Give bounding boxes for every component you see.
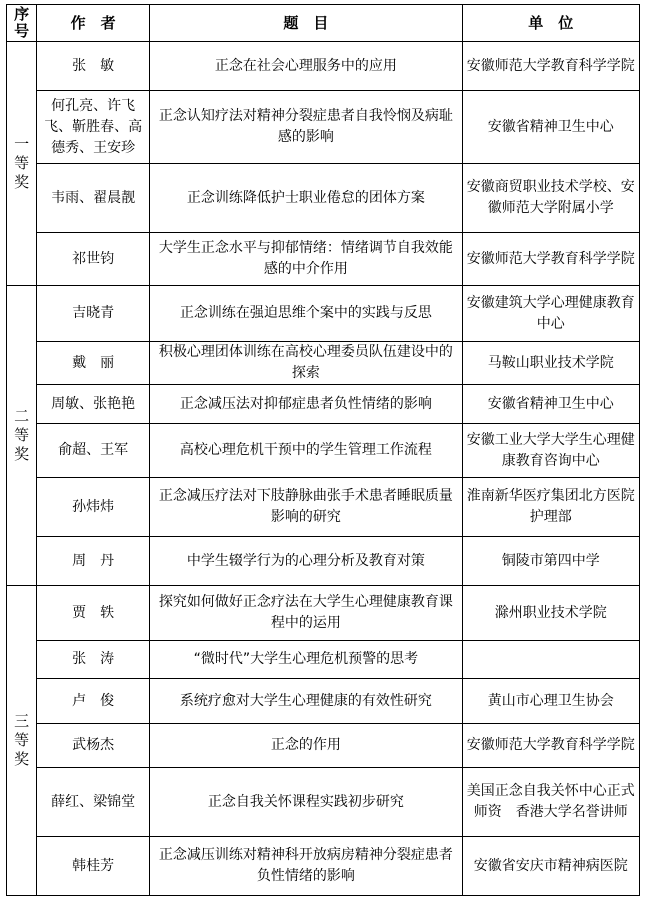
- table-row: [7, 768, 640, 837]
- unit-cell: 安徽建筑大学心理健康教育中心: [462, 286, 639, 342]
- unit-cell: [462, 641, 639, 679]
- author-cell: 张 敏: [37, 42, 150, 91]
- title-cell: 正念在社会心理服务中的应用: [150, 42, 462, 91]
- table-row: [7, 478, 640, 537]
- table-row: [7, 837, 640, 896]
- title-cell: 中学生辍学行为的心理分析及教育对策: [150, 537, 462, 586]
- title-cell: 正念减压法对抑郁症患者负性情绪的影响: [150, 385, 462, 424]
- award-char: 二: [14, 407, 30, 425]
- header-unit: 单 位: [462, 5, 639, 42]
- title-cell: 大学生正念水平与抑郁情绪：情绪调节自我效能感的中介作用: [150, 233, 462, 286]
- unit-cell: 美国正念自我关怀中心正式师资 香港大学名誉讲师: [462, 768, 639, 837]
- header-seq-char: 号: [14, 22, 30, 40]
- award-level-third: [7, 586, 37, 896]
- award-char: 等: [14, 154, 30, 172]
- table-row: [7, 164, 640, 233]
- table-row: [7, 342, 640, 385]
- title-cell: 正念训练降低护士职业倦怠的团体方案: [150, 164, 462, 233]
- title-cell: 正念训练在强迫思维个案中的实践与反思: [150, 286, 462, 342]
- title-cell: 高校心理危机干预中的学生管理工作流程: [150, 424, 462, 478]
- table-row: [7, 679, 640, 724]
- award-level-second: [7, 286, 37, 586]
- unit-cell: 黄山市心理卫生协会: [462, 679, 639, 724]
- unit-cell: 安徽师范大学教育科学学院: [462, 42, 639, 91]
- header-seq-char: 序: [14, 5, 30, 23]
- header-title: 题 目: [150, 5, 462, 42]
- author-cell: 俞超、王军: [37, 424, 150, 478]
- award-char: 一: [14, 135, 30, 153]
- author-cell: 何孔亮、许飞飞、靳胜春、高德秀、王安珍: [37, 91, 150, 164]
- unit-cell: 安徽工业大学大学生心理健康教育咨询中心: [462, 424, 639, 478]
- header-seq: [7, 5, 37, 42]
- unit-cell: 安徽商贸职业技术学校、安徽师范大学附属小学: [462, 164, 639, 233]
- unit-cell: 安徽省精神卫生中心: [462, 385, 639, 424]
- author-cell: 孙炜炜: [37, 478, 150, 537]
- author-cell: 周 丹: [37, 537, 150, 586]
- award-level-first: [7, 42, 37, 286]
- table-row: [7, 233, 640, 286]
- awards-table: [6, 4, 640, 896]
- title-cell: “微时代”大学生心理危机预警的思考: [150, 641, 462, 679]
- title-cell: 正念自我关怀课程实践初步研究: [150, 768, 462, 837]
- title-cell: 探究如何做好正念疗法在大学生心理健康教育课程中的运用: [150, 586, 462, 641]
- unit-cell: 马鞍山职业技术学院: [462, 342, 639, 385]
- author-cell: 吉晓青: [37, 286, 150, 342]
- header-author: 作 者: [37, 5, 150, 42]
- unit-cell: 滁州职业技术学院: [462, 586, 639, 641]
- table-row: [7, 286, 640, 342]
- unit-cell: 安徽师范大学教育科学学院: [462, 233, 639, 286]
- award-char: 奖: [14, 750, 30, 768]
- unit-cell: 铜陵市第四中学: [462, 537, 639, 586]
- author-cell: 周敏、张艳艳: [37, 385, 150, 424]
- title-cell: 正念认知疗法对精神分裂症患者自我怜悯及病耻感的影响: [150, 91, 462, 164]
- author-cell: 韩桂芳: [37, 837, 150, 896]
- award-char: 等: [14, 731, 30, 749]
- author-cell: 戴 丽: [37, 342, 150, 385]
- unit-cell: 安徽省安庆市精神病医院: [462, 837, 639, 896]
- award-char: 等: [14, 426, 30, 444]
- author-cell: 祁世钧: [37, 233, 150, 286]
- author-cell: 卢 俊: [37, 679, 150, 724]
- unit-cell: 淮南新华医疗集团北方医院护理部: [462, 478, 639, 537]
- table-row: [7, 586, 640, 641]
- unit-cell: 安徽省精神卫生中心: [462, 91, 639, 164]
- title-cell: 正念减压训练对精神科开放病房精神分裂症患者负性情绪的影响: [150, 837, 462, 896]
- title-cell: 正念的作用: [150, 724, 462, 768]
- unit-cell: 安徽师范大学教育科学学院: [462, 724, 639, 768]
- author-cell: 薛红、梁锦堂: [37, 768, 150, 837]
- table-row: [7, 537, 640, 586]
- author-cell: 武杨杰: [37, 724, 150, 768]
- title-cell: 积极心理团体训练在高校心理委员队伍建设中的探索: [150, 342, 462, 385]
- title-cell: 系统疗愈对大学生心理健康的有效性研究: [150, 679, 462, 724]
- table-row: [7, 424, 640, 478]
- table-row: [7, 42, 640, 91]
- author-cell: 张 涛: [37, 641, 150, 679]
- table-row: [7, 724, 640, 768]
- table-row: [7, 91, 640, 164]
- author-cell: 贾 轶: [37, 586, 150, 641]
- award-char: 奖: [14, 173, 30, 191]
- author-cell: 韦雨、翟晨靓: [37, 164, 150, 233]
- title-cell: 正念减压疗法对下肢静脉曲张手术患者睡眠质量影响的研究: [150, 478, 462, 537]
- award-char: 奖: [14, 445, 30, 463]
- table-row: [7, 385, 640, 424]
- header-row: [7, 5, 640, 42]
- award-char: 三: [14, 712, 30, 730]
- table-row: [7, 641, 640, 679]
